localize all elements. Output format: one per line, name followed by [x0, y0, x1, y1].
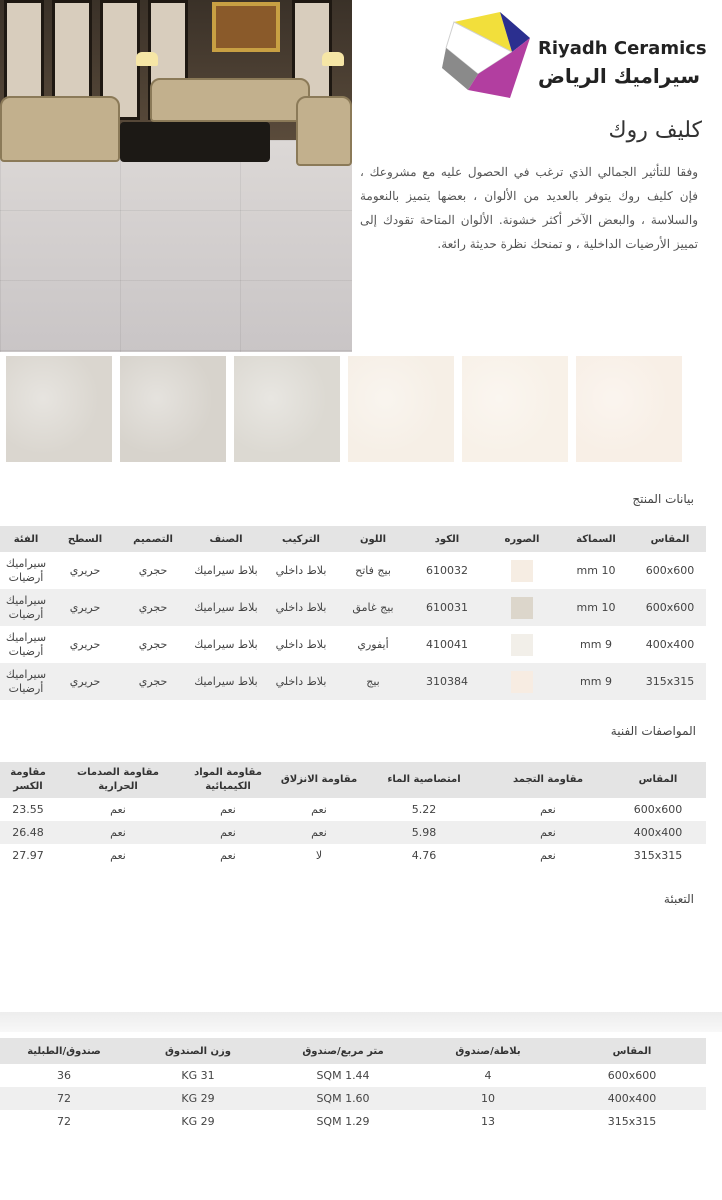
absorption-cell: 5.98	[362, 821, 486, 844]
table-row	[0, 844, 706, 867]
design-cell: حجري	[138, 563, 168, 577]
product-title: كليف روك	[608, 118, 702, 143]
size-cell: 600x600	[633, 803, 683, 816]
column-header: الصنف	[188, 526, 264, 552]
column-header: المقاس	[558, 1038, 706, 1064]
design-cell: حجري	[118, 663, 188, 700]
product-description: وفقا للتأثير الجمالي الذي ترغب في الحصول عليه مع مشروعك ، فإن كليف روك يتوفر بالعديد من الألوان ، بعضها يتميز بالنعومة والسلاسة ، والبعض الآخر أكثر خشونة. الألوان المتاحة تقودك إلى تمييز الأرضيات الداخلية ، و تمنحك نظرة حديثة رائعة.	[360, 165, 698, 251]
riyadh-ceramics-logo	[438, 8, 718, 104]
technical-specs-table	[0, 762, 706, 867]
column-header: اللون	[338, 526, 408, 552]
code-cell: 310384	[408, 663, 486, 700]
tile-thumbnail	[511, 634, 533, 656]
image-cell	[486, 663, 558, 700]
slip-cell: لا	[315, 849, 323, 862]
table-row	[0, 821, 706, 844]
size-cell: 400x400	[558, 1087, 706, 1110]
column-header: الصوره	[486, 526, 558, 552]
tile-swatch	[234, 356, 340, 462]
size-cell: 315x315	[633, 849, 683, 862]
column-header: السماكة	[558, 526, 634, 552]
table-row	[0, 589, 706, 626]
chemical-cell: نعم	[220, 803, 236, 816]
thermal-cell: نعم	[110, 803, 126, 816]
sqm-per-box-cell: SQM 1.29	[316, 1115, 370, 1128]
boxes-per-pallet-cell: 36	[57, 1069, 71, 1082]
type-cell: بلاط سيراميك	[194, 563, 258, 577]
slip-cell: نعم	[311, 803, 327, 816]
column-header: مقاومة التجمد	[486, 762, 610, 798]
absorption-cell: 4.76	[411, 849, 437, 862]
slip-cell: نعم	[276, 821, 362, 844]
boxes-per-pallet-cell: 72	[57, 1115, 71, 1128]
table-row	[0, 1087, 706, 1110]
design-cell: حجري	[118, 589, 188, 626]
tile-swatch	[576, 356, 682, 462]
breaking-cell: 23.55	[12, 803, 44, 816]
tile-thumbnail	[511, 560, 533, 582]
thickness-cell: 10 mm	[558, 589, 634, 626]
breaking-cell: 27.97	[12, 849, 44, 862]
size-cell: 600x600	[634, 589, 706, 626]
type-cell: بلاط سيراميك	[188, 589, 264, 626]
column-header: مقاومة الكسر	[0, 762, 56, 798]
tiles-per-box-cell: 13	[481, 1115, 495, 1128]
product-data-heading: بيانات المنتج	[632, 492, 694, 506]
sqm-per-box-cell: SQM 1.60	[268, 1087, 418, 1110]
surface-cell: حريري	[69, 637, 101, 651]
chemical-cell: نعم	[220, 849, 236, 862]
thickness-cell: 9 mm	[558, 663, 634, 700]
surface-cell: حريري	[52, 589, 118, 626]
code-cell: 410041	[426, 637, 468, 651]
tile-swatch	[120, 356, 226, 462]
box-weight-cell: KG 29	[181, 1115, 215, 1128]
color-cell: بيج فاتح	[355, 563, 391, 577]
room-scene-image	[0, 0, 352, 352]
table-row	[0, 1064, 706, 1087]
tile-swatches	[6, 356, 688, 462]
column-header: الفئة	[0, 526, 52, 552]
type-cell: بلاط سيراميك	[194, 637, 258, 651]
column-header: متر مربع/صندوق	[268, 1038, 418, 1064]
logo-mark-icon	[438, 8, 534, 104]
image-cell	[486, 626, 558, 663]
table-header-row	[0, 1038, 706, 1064]
code-cell: 610032	[426, 563, 468, 577]
column-header: صندوق/الطبلية	[0, 1038, 128, 1064]
frost-cell: نعم	[486, 821, 610, 844]
tile-thumbnail	[511, 671, 533, 693]
column-header: امتصاصية الماء	[362, 762, 486, 798]
section-divider	[0, 1012, 722, 1032]
column-header: مقاومة الانزلاق	[276, 762, 362, 798]
size-cell: 400x400	[610, 821, 706, 844]
box-weight-cell: KG 31	[181, 1069, 215, 1082]
design-cell: حجري	[138, 637, 168, 651]
size-cell: 315x315	[634, 663, 706, 700]
category-cell: سيراميك أرضيات	[5, 556, 47, 584]
table-row	[0, 663, 706, 700]
table-header-row	[0, 526, 706, 552]
sqm-per-box-cell: SQM 1.44	[316, 1069, 370, 1082]
surface-cell: حريري	[69, 563, 101, 577]
column-header: التصميم	[118, 526, 188, 552]
size-cell: 400x400	[645, 637, 695, 651]
category-cell: سيراميك أرضيات	[5, 630, 47, 658]
thickness-cell: 9 mm	[580, 637, 612, 651]
frost-cell: نعم	[540, 849, 556, 862]
thermal-cell: نعم	[56, 821, 180, 844]
column-header: الكود	[408, 526, 486, 552]
table-row	[0, 798, 706, 821]
column-header: التركيب	[264, 526, 338, 552]
chemical-cell: نعم	[180, 821, 276, 844]
image-cell	[486, 589, 558, 626]
brand-name-ar: سيراميك الرياض	[538, 64, 700, 88]
column-header: وزن الصندوق	[128, 1038, 268, 1064]
size-cell: 315x315	[607, 1115, 657, 1128]
tile-thumbnail	[511, 597, 533, 619]
brand-name-en: Riyadh Ceramics	[538, 38, 707, 59]
install-cell: بلاط داخلي	[275, 637, 327, 651]
thermal-cell: نعم	[110, 849, 126, 862]
frost-cell: نعم	[540, 803, 556, 816]
install-cell: بلاط داخلي	[275, 563, 327, 577]
table-row	[0, 626, 706, 663]
breaking-cell: 26.48	[0, 821, 56, 844]
table-row	[0, 552, 706, 589]
color-cell: بيج	[338, 663, 408, 700]
tiles-per-box-cell: 10	[418, 1087, 558, 1110]
color-cell: بيج غامق	[338, 589, 408, 626]
install-cell: بلاط داخلي	[264, 663, 338, 700]
category-cell: سيراميك أرضيات	[0, 663, 52, 700]
image-cell	[486, 552, 558, 589]
type-cell: بلاط سيراميك	[188, 663, 264, 700]
technical-specs-heading: المواصفات الفنية	[610, 724, 696, 738]
packing-table	[0, 1038, 706, 1133]
code-cell: 610031	[408, 589, 486, 626]
absorption-cell: 5.22	[411, 803, 437, 816]
tile-swatch	[462, 356, 568, 462]
column-header: بلاطة/صندوق	[418, 1038, 558, 1064]
box-weight-cell: KG 29	[128, 1087, 268, 1110]
column-header: مقاومة المواد الكيميائية	[180, 762, 276, 798]
product-data-table	[0, 526, 706, 700]
size-cell: 600x600	[645, 563, 695, 577]
table-row	[0, 1110, 706, 1133]
thickness-cell: 10 mm	[576, 563, 616, 577]
size-cell: 600x600	[607, 1069, 657, 1082]
install-cell: بلاط داخلي	[264, 589, 338, 626]
column-header: المقاس	[634, 526, 706, 552]
tile-swatch	[348, 356, 454, 462]
color-cell: أيفوري	[357, 637, 389, 651]
surface-cell: حريري	[52, 663, 118, 700]
column-header: مقاومة الصدمات الحرارية	[56, 762, 180, 798]
boxes-per-pallet-cell: 72	[0, 1087, 128, 1110]
packing-heading: التعبئة	[663, 892, 694, 906]
column-header: المقاس	[610, 762, 706, 798]
tiles-per-box-cell: 4	[484, 1069, 492, 1082]
category-cell: سيراميك أرضيات	[0, 589, 52, 626]
column-header: السطح	[52, 526, 118, 552]
table-header-row	[0, 762, 706, 798]
tile-swatch	[6, 356, 112, 462]
